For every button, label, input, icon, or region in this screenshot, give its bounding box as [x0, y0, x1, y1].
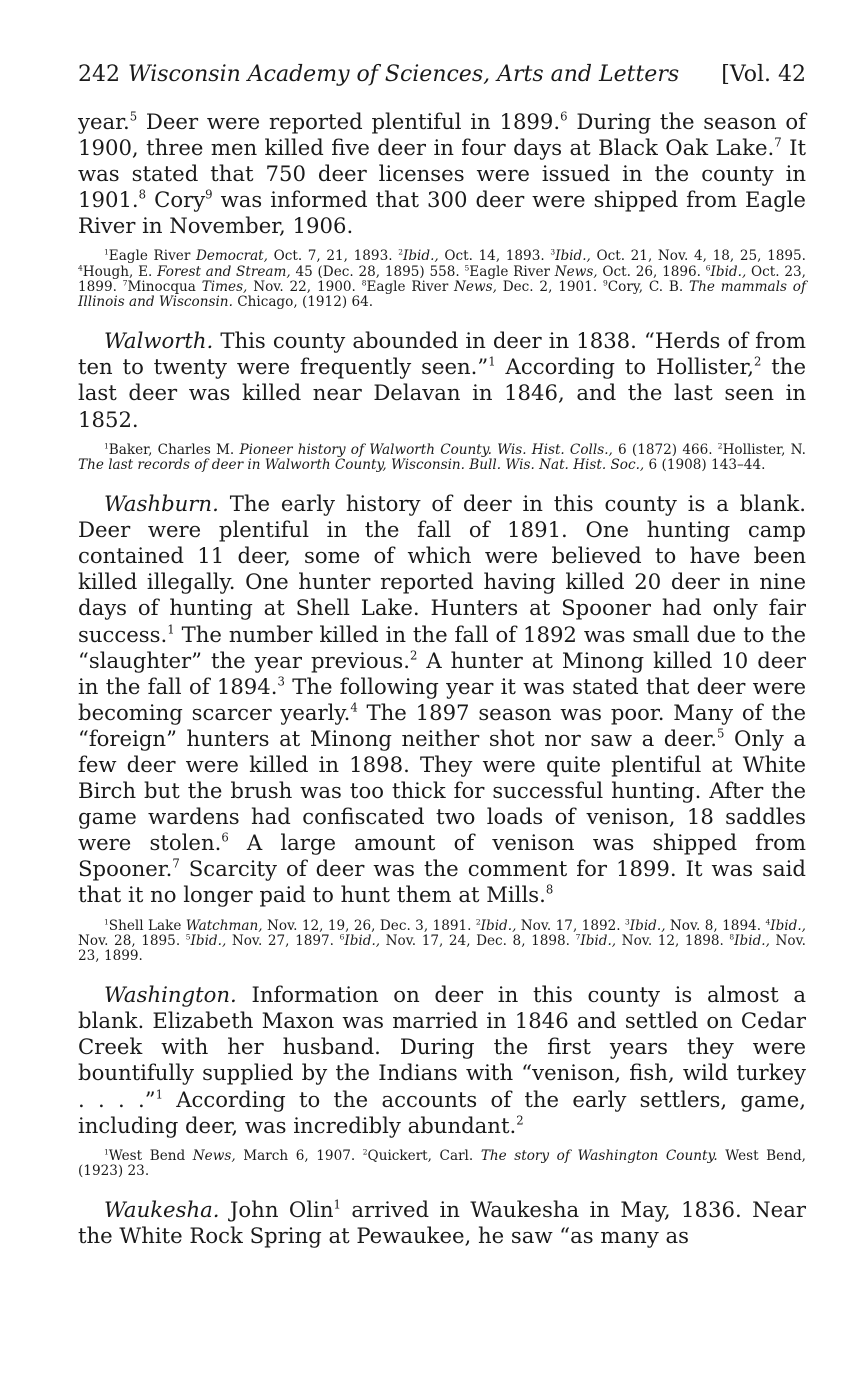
section-heading-waukesha: Waukesha.	[104, 1197, 220, 1223]
waukesha-paragraph: Waukesha. John Olin$^1$ arrived in Waukesha in May, 1836. Near the White Rock Spring at Pewaukee, he saw “as many as	[78, 1197, 806, 1249]
section-heading-washington: Washington.	[104, 982, 237, 1008]
footnotes-walworth: $^1$Baker, Charles M. Pioneer history of Walworth County. Wis. Hist. Colls., 6 (1872) 466. $^2$Hollister, N. The last records of deer in Walworth County, Wisconsin. Bull. Wis. Nat. Hist. Soc., 6 (1908) 143–44.	[78, 441, 807, 473]
footnote-ref: 9	[205, 187, 213, 202]
washburn-paragraph: Washburn. The early history of deer in this county is a blank. Deer were plentiful in the fall of 1891. One hunting camp contained 11 deer, some of which were believed to have been killed illegally. One hunter reported having killed 20 deer in nine days of hunting at Shell Lake. Hunters at Spooner had only fair success.$^1$ The number killed in the fall of 1892 was small due to the “slaughter” the year previous.$^2$ A hunter at Minong killed 10 deer in the fall of 1894.$^3$ The following year it was stated that deer were becoming scarcer yearly.$^4$ The 1897 season was poor. Many of the “foreign” hunters at Minong neither shot nor saw a deer.$^5$ Only a few deer were killed in 1898. They were quite plentiful at White Birch but the brush was too thick for successful hunting. After the game wardens had confiscated two loads of venison, 18 saddles were stolen.$^6$ A large amount of venison was shipped from Spooner.$^7$ Scarcity of deer was the comment for 1899. It was said that it no longer paid to hunt them at Mills.$^8$	[78, 491, 806, 908]
volume-label: [Vol. 42	[721, 62, 806, 87]
washington-paragraph: Washington. Information on deer in this county is almost a blank. Elizabeth Maxon was married in 1846 and settled on Cedar Creek with her husband. During the first years they were bountifully supplied by the Indians with “venison, fish, wild turkey . . . .”$^1$ According to the accounts of the early settlers, game, including deer, was incredibly abundant.$^2$	[78, 982, 806, 1138]
footnotes-washington: $^1$West Bend News, March 6, 1907. $^2$Quickert, Carl. The story of Washington County. West Bend, (1923) 23.	[78, 1147, 806, 1179]
footnote-ref: 7	[774, 135, 782, 150]
footnote-ref: 5	[129, 109, 138, 124]
footnote-ref: 8	[138, 187, 147, 202]
journal-title: Wisconsin Academy of Sciences, Arts and Letters	[128, 62, 680, 87]
footnote-ref: 2	[409, 647, 418, 662]
footnote-ref: 2	[516, 1112, 524, 1127]
footnote-ref: 1	[488, 354, 496, 369]
footnotes-washburn: $^1$Shell Lake Watchman, Nov. 12, 19, 26, Dec. 3, 1891. $^2$Ibid., Nov. 17, 1892. $^3$Ibid., Nov. 8, 1894. $^4$Ibid., Nov. 28, 1895. $^5$Ibid., Nov. 27, 1897. $^6$Ibid., Nov. 17, 24, Dec. 8, 1898. $^7$Ibid., Nov. 12, 1898. $^8$Ibid., Nov. 23, 1899.	[78, 916, 806, 964]
footnote-ref: 6	[221, 830, 229, 845]
footnote-ref: 8	[545, 882, 554, 897]
footnote-ref: 3	[277, 673, 285, 688]
footnote-ref: 1	[167, 621, 175, 636]
running-header	[78, 62, 806, 87]
footnote-ref: 1	[155, 1086, 163, 1101]
footnote-ref: 5	[716, 726, 725, 741]
footnote-ref: 1	[333, 1197, 341, 1212]
footnote-ref: 2	[754, 354, 762, 369]
section-heading-walworth: Walworth.	[104, 328, 214, 354]
section-heading-washburn: Washburn.	[104, 491, 219, 517]
footnote-ref: 6	[560, 109, 568, 124]
footnotes-eagle-river: $^1$Eagle River Democrat, Oct. 7, 21, 1893. $^2$Ibid., Oct. 14, 1893. $^3$Ibid., Oct. 21, Nov. 4, 18, 25, 1895. $^4$Hough, E. Forest and Stream, 45 (Dec. 28, 1895) 558. $^5$Eagle River News, Oct. 26, 1896. $^6$Ibid., Oct. 23, 1899. $^7$Minocqua Times, Nov. 22, 1900. $^8$Eagle River News, Dec. 2, 1901. $^9$Cory, C. B. The mammals of Illinois and Wisconsin. Chicago, (1912) 64.	[78, 247, 806, 311]
footnote-ref: 7	[172, 856, 180, 871]
walworth-paragraph: Walworth. This county abounded in deer in 1838. “Herds of from ten to twenty were frequently seen.”$^1$ According to Hollister,$^2$ the last deer was killed near Delavan in 1846, and the last seen in 1852.	[78, 328, 806, 432]
intro-paragraph: year.$^5$ Deer were reported plentiful in 1899.$^6$ During the season of 1900, three men killed five deer in four days at Black Oak Lake.$^7$ It was stated that 750 deer licenses were issued in the county in 1901.$^8$ Cory$^9$ was informed that 300 deer were shipped from Eagle River in November, 1906.	[78, 109, 807, 239]
page-number: 242	[78, 62, 120, 87]
page	[78, 62, 806, 1249]
footnote-ref: 4	[350, 700, 358, 715]
